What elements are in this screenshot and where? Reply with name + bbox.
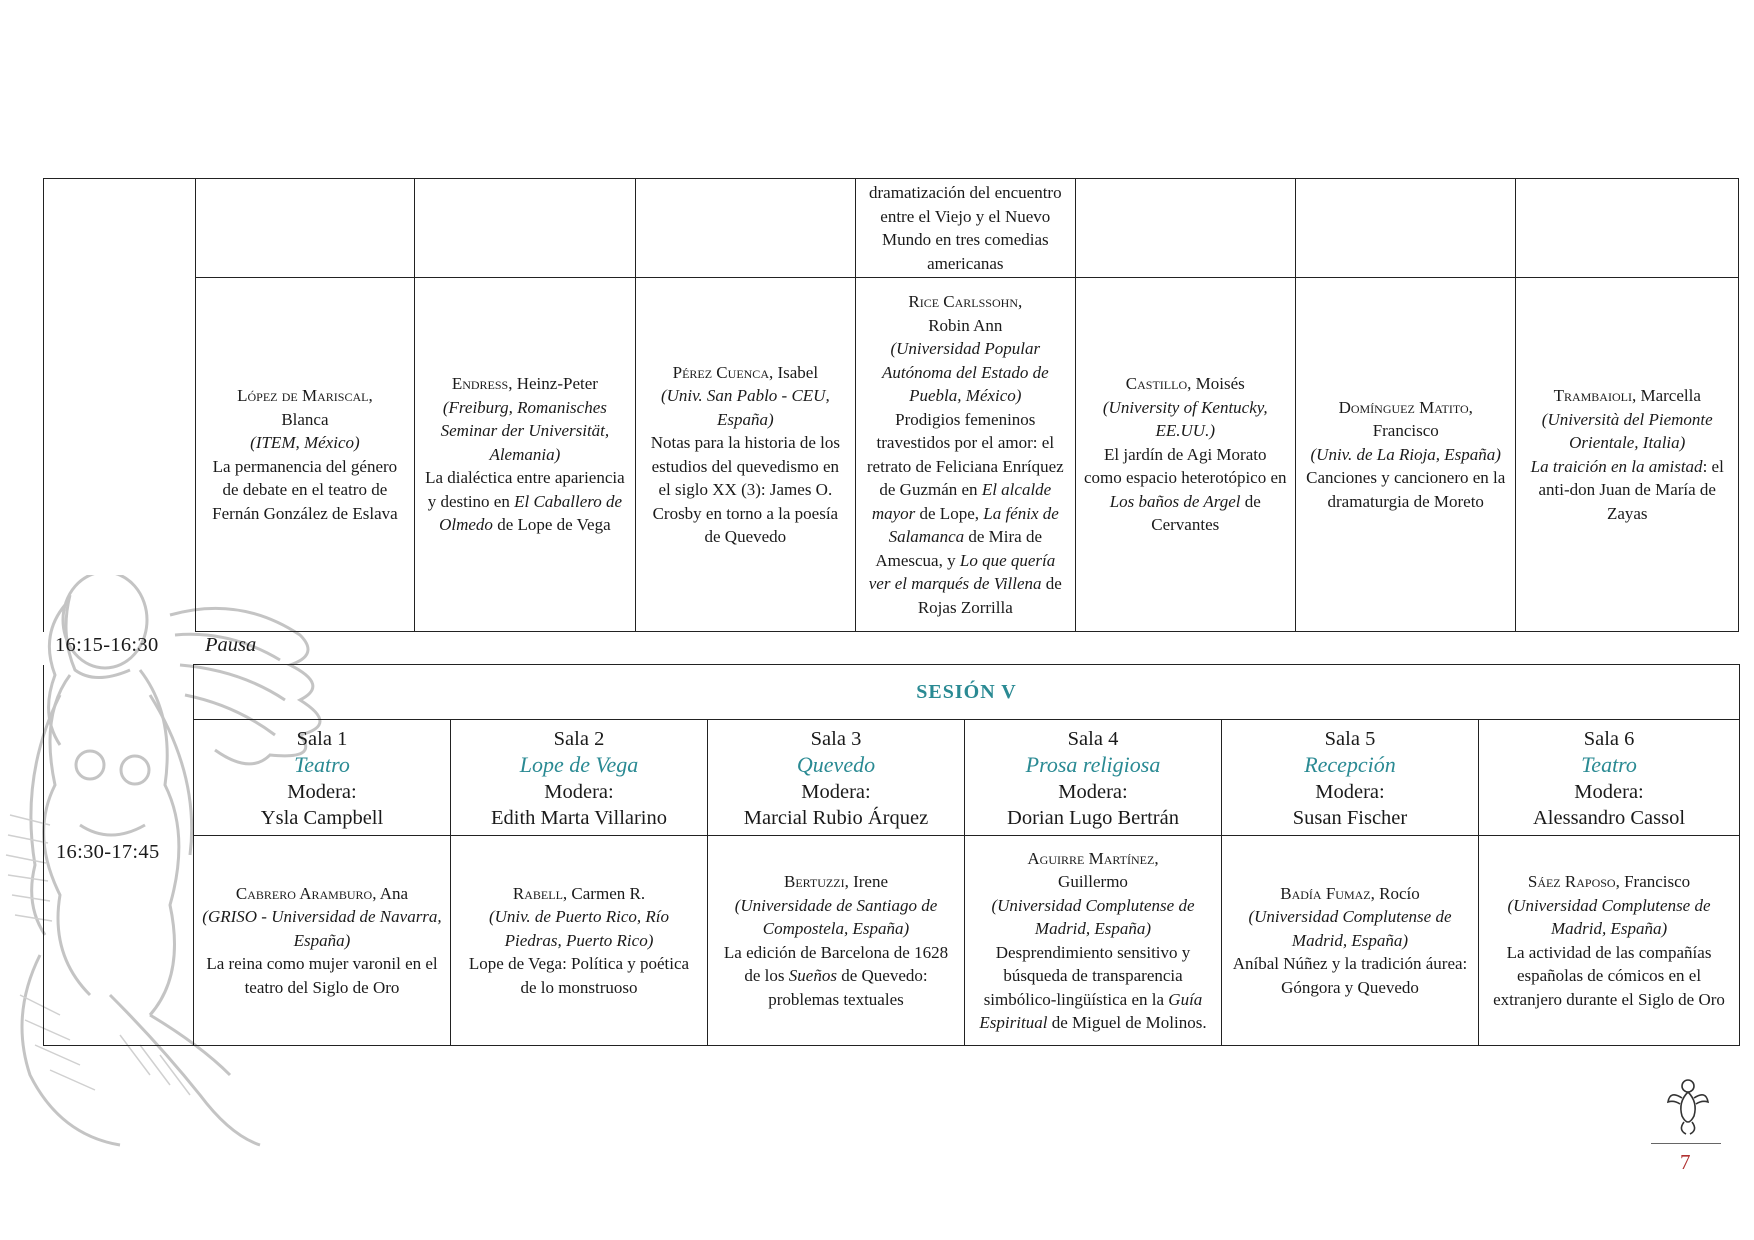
paper-title-suffix: de Miguel de Molinos. [1051,1013,1207,1032]
paper-title: La actividad de las compañías españolas de cómicos en el extranjero durante el Siglo de Oro [1493,942,1725,1009]
paper-cell [965,836,1222,1046]
moderator-label: Modera: [801,781,871,803]
author-surname: Castillo, [1125,374,1192,394]
author-name: Irene [853,872,889,891]
moderator-label: Modera: [544,781,614,803]
author-name: Carmen R. [571,883,646,903]
continuation-cell: dramatización del encuentro entre el Viejo y el Nuevo Mundo en tres comedias americanas [856,179,1075,278]
author-name: Isabel [777,362,819,382]
author-surname: Domínguez Matito, [1338,397,1473,417]
affiliation: (Univ. de Puerto Rico, Río Piedras, Puerto Rico) [488,907,670,950]
pause-time: 16:15-16:30 [55,634,159,656]
top-session-table [43,178,1739,632]
sala-header-cell [965,720,1222,836]
sala-theme: Lope de Vega [519,752,639,777]
affiliation: (GRISO - Universidad de Navarra, España) [202,907,442,950]
author-name: Ana [379,883,409,903]
empty-cell [415,179,635,278]
paper-title-suffix: de Quevedo: problemas textuales [768,966,928,1009]
work-title: Los baños de Argel [1109,491,1241,511]
affiliation: (Universidad Complutense de Madrid, España) [1248,907,1452,950]
moderator-label: Modera: [1315,781,1385,803]
empty-cell [1296,179,1516,278]
moderator-label: Modera: [1574,781,1644,803]
affiliation: (Universidad Popular Autónoma del Estado de Puebla, México) [881,339,1049,405]
author-name: Rocío [1379,883,1420,903]
sala-theme: Quevedo [796,752,876,777]
session-time-cell [44,665,194,1046]
affiliation: (Universidad Complutense de Madrid, España) [1507,895,1711,938]
paper-cell [635,278,855,632]
affiliation: (University of Kentucky, EE.UU.) [1102,397,1268,441]
sala-theme: Prosa religiosa [1025,752,1161,777]
paper-title: La edición de Barcelona de 1628 de los [723,942,949,985]
paper-title: Aníbal Núñez y la tradición áurea: Góngora y Quevedo [1232,954,1468,997]
society-logo-icon [1664,1072,1712,1136]
paper-title-suffix: : el anti-don Juan de María de Zayas [1538,456,1724,523]
author-surname: Badía Fumaz, [1280,883,1375,903]
affiliation: (Universidad Complutense de Madrid, España) [991,895,1195,938]
page-number: 7 [1680,1150,1691,1174]
paper-cell [1222,836,1479,1046]
work-title: El Caballero de Olmedo [439,491,623,535]
paper-title: Canciones y cancionero en la dramaturgia de Moreto [1306,468,1506,511]
author-surname: Cabrero Aramburo, [235,883,377,903]
session-v-table [43,664,1740,1046]
sala-header-cell [194,720,451,836]
author-name: Heinz-Peter [516,374,598,394]
affiliation: (Università del Piemonte Orientale, Italia) [1541,409,1713,452]
sala-name: Sala 3 [810,728,862,750]
work-title: Sueños [788,966,837,985]
sala-name: Sala 2 [553,728,605,750]
sala-theme: Recepción [1304,752,1396,777]
paper-cell [195,278,414,632]
session-title-cell [194,665,1740,720]
paper-title-suffix: de Lope de Vega [497,515,611,535]
sala-header-cell [708,720,965,836]
empty-cell [1516,179,1739,278]
moderator-label: Modera: [287,781,357,803]
moderator-name: Dorian Lugo Bertrán [1007,807,1179,829]
paper-title: La dialéctica entre apariencia y destino en [425,468,625,511]
work-title: La traición en la amistad [1530,456,1703,476]
paper-title: Desprendimiento sensitivo y búsqueda de transparencia simbólico-lingüística en la [983,942,1191,1009]
empty-cell [1075,179,1295,278]
author-surname: Bertuzzi, [783,872,849,891]
session-time: 16:30-17:45 [56,840,160,863]
author-surname: Rice Carlssohn, [908,292,1023,311]
author-surname: Aguirre Martínez, [1027,848,1159,868]
moderator-name: Susan Fischer [1292,807,1408,829]
author-surname: Sáez Raposo, [1527,872,1620,891]
affiliation: (Freiburg, Romanisches Seminar der Universität, Alemania) [440,397,610,464]
paper-cell [1479,836,1740,1046]
paper-cell [708,836,965,1046]
paper-cell [856,278,1075,632]
moderator-name: Marcial Rubio Árquez [743,807,929,829]
paper-title: El jardín de Agi Morato como espacio heterotópico en [1084,444,1287,488]
paper-title: Prodigios femeninos travestidos por el amor: el retrato de Feliciana Enríquez de Guzmán en [866,409,1064,499]
paper-title: Notas para la historia de los estudios del quevedismo en el siglo XX (3): James O. Crosby en torno a la poesía de Quevedo [650,433,840,546]
affiliation: (ITEM, México) [250,433,360,452]
paper-title: La permanencia del género de debate en el teatro de Fernán González de Eslava [212,456,398,523]
author-name: Marcella [1640,386,1701,405]
paper-title: Lope de Vega: Política y poética de lo monstruoso [468,954,690,997]
affiliation: (Univ. San Pablo - CEU, España) [660,386,830,429]
author-name: Francisco [1624,872,1691,891]
page-number-rule [1651,1143,1721,1144]
author-surname: López de Mariscal, [237,386,373,405]
author-name: Francisco [1372,421,1439,441]
moderator-name: Ysla Campbell [260,807,384,829]
empty-cell [195,179,414,278]
affiliation: (Univ. de La Rioja, España) [1310,444,1501,464]
sala-header-cell [1479,720,1740,836]
sala-name: Sala 1 [296,728,348,750]
paper-cell [194,836,451,1046]
affiliation: (Universidade de Santiago de Compostela, España) [734,895,938,938]
moderator-name: Edith Marta Villarino [490,807,668,829]
paper-title-text: de Rojas Zorrilla [917,574,1062,617]
paper-cell [1296,278,1516,632]
moderator-name: Alessandro Cassol [1533,807,1686,829]
empty-cell [635,179,855,278]
paper-cell [1075,278,1295,632]
sala-header-cell [451,720,708,836]
author-surname: Rabell, [512,883,568,903]
author-surname: Trambaioli, [1553,386,1637,405]
author-name: Robin Ann [928,315,1003,335]
author-name: Guillermo [1058,872,1128,891]
sala-name: Sala 4 [1067,728,1119,750]
author-surname: Pérez Cuenca, [672,362,774,382]
sala-theme: Teatro [1581,752,1637,777]
paper-cell [451,836,708,1046]
author-name: Moisés [1195,374,1245,394]
moderator-label: Modera: [1058,781,1128,803]
work-title: Guía Espiritual [979,989,1203,1032]
sala-header-cell [1222,720,1479,836]
paper-title-text: de Mira de Amescua, y [875,527,1043,570]
session-title: SESIÓN V [916,680,1017,703]
sala-name: Sala 6 [1583,728,1635,750]
pause-row [55,634,655,664]
sala-theme: Teatro [294,752,350,777]
paper-title-suffix: de Cervantes [1151,491,1261,535]
paper-cell [1516,278,1739,632]
paper-cell [415,278,635,632]
work-title: El alcalde mayor [871,480,1052,523]
sala-row [44,720,1740,836]
sala-name: Sala 5 [1324,728,1376,750]
work-title: Lo que quería ver el marqués de Villena [868,550,1056,593]
pause-label: Pausa [205,634,257,656]
top-time-cell [44,179,196,632]
author-name: Blanca [281,409,329,429]
work-title: La fénix de Salamanca [888,503,1059,546]
paper-title-text: de Lope, [919,503,979,523]
author-surname: Endress, [451,374,513,394]
paper-title: La reina como mujer varonil en el teatro del Siglo de Oro [206,954,438,997]
